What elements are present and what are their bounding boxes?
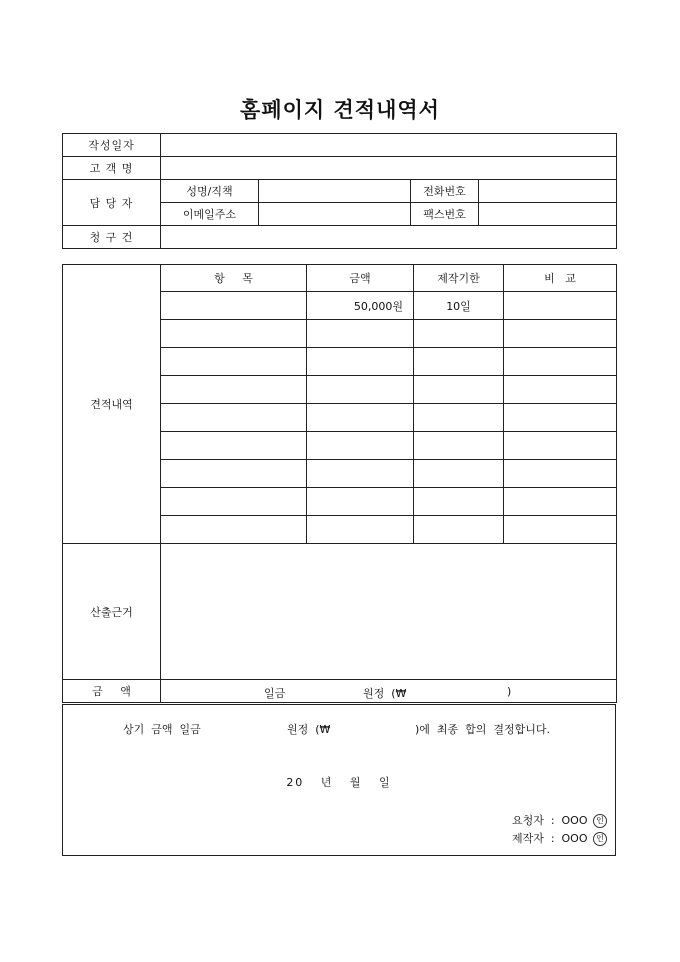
seal-icon: 인 bbox=[593, 814, 607, 828]
note-cell[interactable] bbox=[504, 348, 617, 376]
claim-label: 청 구 건 bbox=[63, 226, 161, 249]
amount-cell[interactable] bbox=[307, 320, 414, 348]
item-cell[interactable] bbox=[161, 292, 307, 320]
estimate-table bbox=[62, 264, 617, 703]
name-title-value-cell[interactable] bbox=[259, 180, 411, 203]
amount-cell[interactable] bbox=[307, 516, 414, 544]
email-label: 이메일주소 bbox=[161, 203, 259, 226]
note-cell[interactable] bbox=[504, 516, 617, 544]
confirmation-statement bbox=[123, 721, 551, 737]
item-cell[interactable] bbox=[161, 432, 307, 460]
deadline-cell[interactable] bbox=[414, 488, 504, 516]
confirmation-date: 20 년 월 일 bbox=[286, 776, 392, 789]
basis-value-cell[interactable] bbox=[161, 544, 617, 680]
item-cell[interactable] bbox=[161, 348, 307, 376]
amount-cell[interactable] bbox=[307, 404, 414, 432]
fax-label: 팩스번호 bbox=[411, 203, 479, 226]
maker-text: 제작자 : OOO bbox=[511, 832, 588, 845]
item-cell[interactable] bbox=[161, 404, 307, 432]
estimate-header-row bbox=[63, 265, 617, 292]
client-label: 고 객 명 bbox=[63, 157, 161, 180]
requester-signature bbox=[512, 812, 607, 828]
client-row bbox=[63, 157, 617, 180]
basis-label: 산출근거 bbox=[63, 544, 161, 680]
item-cell[interactable] bbox=[161, 488, 307, 516]
deadline-cell[interactable] bbox=[414, 376, 504, 404]
estimate-section-label: 견적내역 bbox=[63, 265, 161, 544]
header-amount: 금액 bbox=[307, 265, 414, 292]
confirmation-section bbox=[62, 704, 616, 856]
note-cell[interactable] bbox=[504, 432, 617, 460]
amount-text-close: ) bbox=[507, 685, 512, 698]
date-value-cell[interactable] bbox=[161, 134, 617, 157]
item-cell[interactable] bbox=[161, 320, 307, 348]
client-value-cell[interactable] bbox=[161, 157, 617, 180]
manager-row-1 bbox=[63, 180, 617, 203]
note-cell[interactable] bbox=[504, 404, 617, 432]
total-amount-row bbox=[63, 680, 617, 703]
item-cell[interactable] bbox=[161, 516, 307, 544]
deadline-cell[interactable] bbox=[414, 432, 504, 460]
amount-cell[interactable]: 50,000원 bbox=[307, 292, 414, 320]
statement-part-3: )에 최종 합의 결정합니다. bbox=[415, 723, 551, 736]
amount-cell[interactable] bbox=[307, 460, 414, 488]
amount-cell[interactable] bbox=[307, 348, 414, 376]
amount-text-wonjeong: 원정 (₩ bbox=[363, 687, 407, 700]
name-title-label: 성명/직책 bbox=[161, 180, 259, 203]
manager-label: 담 당 자 bbox=[63, 180, 161, 226]
document-title: 홈페이지 견적내역서 bbox=[240, 98, 440, 122]
deadline-cell[interactable] bbox=[414, 348, 504, 376]
amount-text-ilgeum: 일금 bbox=[264, 687, 286, 700]
date-row bbox=[63, 134, 617, 157]
phone-value-cell[interactable] bbox=[479, 180, 617, 203]
note-cell[interactable] bbox=[504, 376, 617, 404]
item-cell[interactable] bbox=[161, 460, 307, 488]
deadline-cell[interactable] bbox=[414, 404, 504, 432]
requester-text: 요청자 : OOO bbox=[511, 814, 588, 827]
note-cell[interactable] bbox=[504, 292, 617, 320]
deadline-cell[interactable]: 10일 bbox=[414, 292, 504, 320]
note-cell[interactable] bbox=[504, 488, 617, 516]
seal-icon: 인 bbox=[593, 832, 607, 846]
header-deadline: 제작기한 bbox=[414, 265, 504, 292]
deadline-cell[interactable] bbox=[414, 320, 504, 348]
info-table bbox=[62, 133, 617, 249]
item-cell[interactable] bbox=[161, 376, 307, 404]
email-value-cell[interactable] bbox=[259, 203, 411, 226]
fax-value-cell[interactable] bbox=[479, 203, 617, 226]
date-label: 작성일자 bbox=[63, 134, 161, 157]
claim-row bbox=[63, 226, 617, 249]
amount-cell[interactable] bbox=[307, 376, 414, 404]
basis-row bbox=[63, 544, 617, 680]
header-item: 항 목 bbox=[161, 265, 307, 292]
phone-label: 전화번호 bbox=[411, 180, 479, 203]
deadline-cell[interactable] bbox=[414, 460, 504, 488]
total-amount-label: 금 액 bbox=[63, 680, 161, 703]
maker-signature bbox=[512, 830, 607, 846]
header-note: 비 교 bbox=[504, 265, 617, 292]
note-cell[interactable] bbox=[504, 460, 617, 488]
amount-cell[interactable] bbox=[307, 488, 414, 516]
total-amount-value-cell[interactable] bbox=[161, 680, 617, 703]
claim-value-cell[interactable] bbox=[161, 226, 617, 249]
deadline-cell[interactable] bbox=[414, 516, 504, 544]
statement-part-1: 상기 금액 일금 bbox=[123, 723, 201, 736]
amount-cell[interactable] bbox=[307, 432, 414, 460]
statement-part-2: 원정 (₩ bbox=[287, 723, 331, 736]
note-cell[interactable] bbox=[504, 320, 617, 348]
